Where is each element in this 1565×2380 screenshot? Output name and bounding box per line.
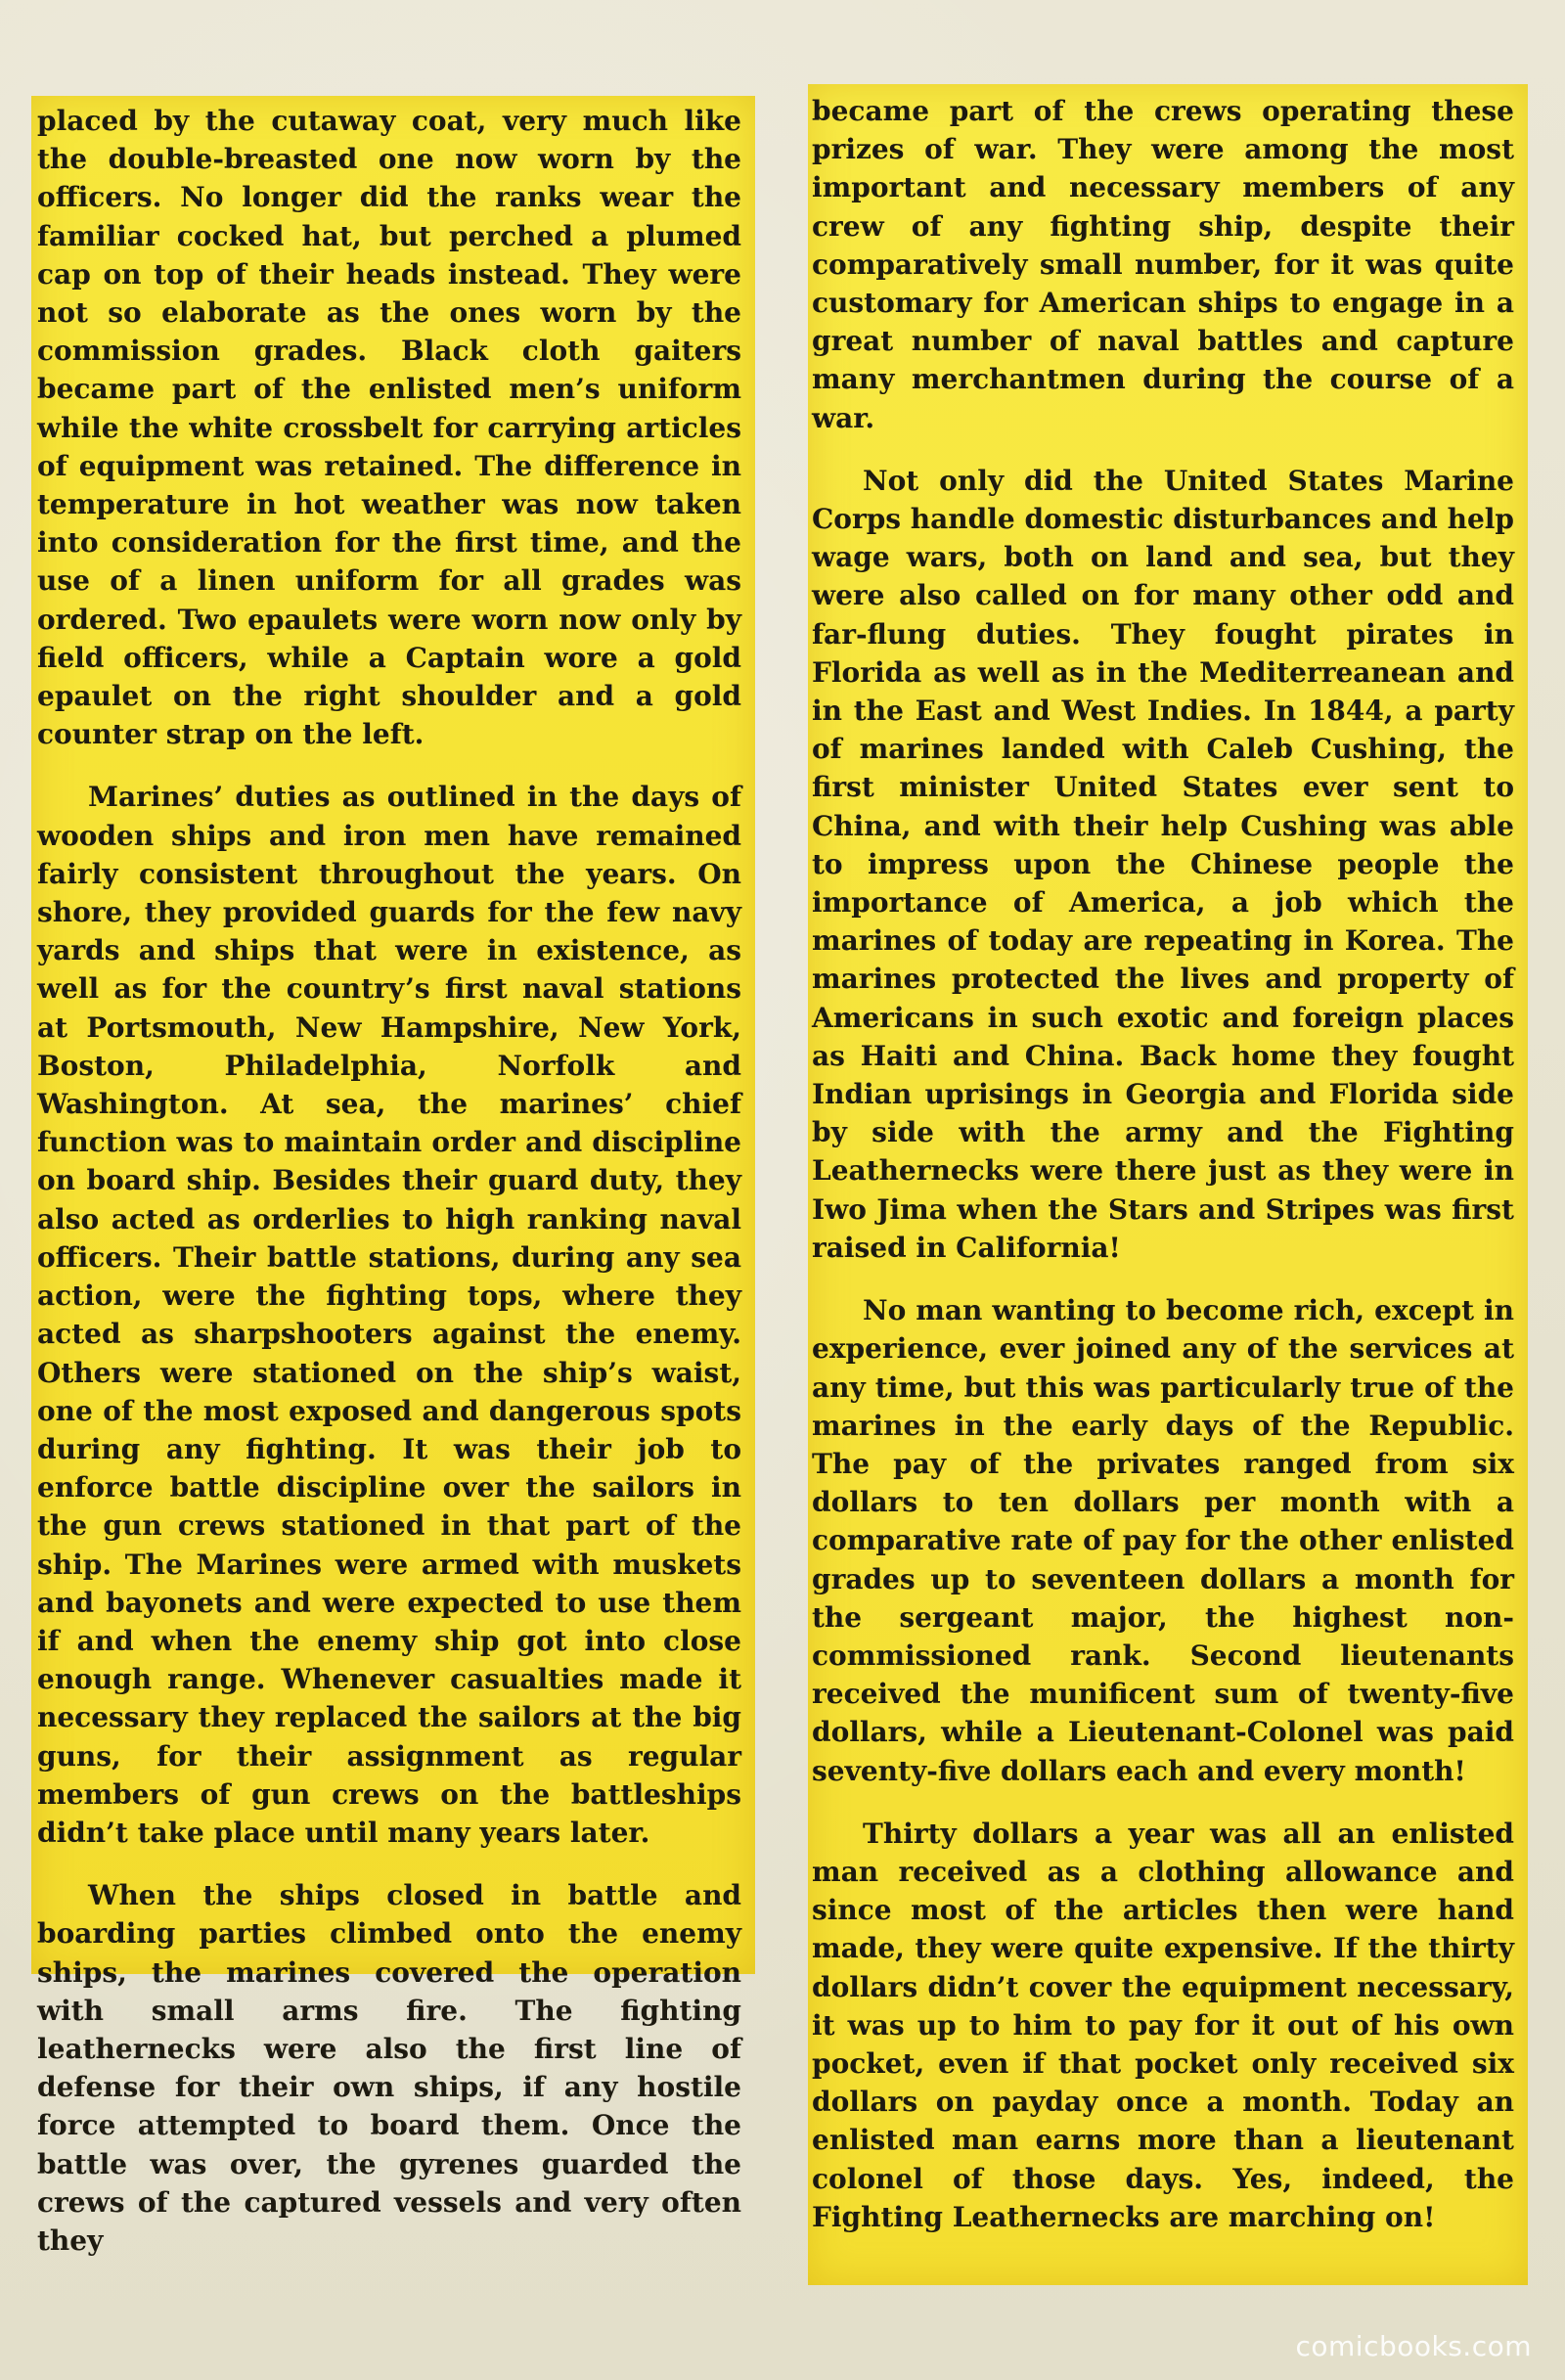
paragraph: Not only did the United States Marine Corps handle domestic disturbances and help wage wars, both on land and sea, but they were also called on for many other odd and far-flung duties. They fought pirates in Florida as well as in the Mediterreanean and in the East and West Indies. In 1844, a party of marines landed with Caleb Cushing, the first minister United States ever sent to China, and with their help Cushing was able to impress upon the Chinese people the importance of America, a job which the marines of today are repeating in Korea. The marines protected the lives and property of Americans in such exotic and foreign places as Haiti and China. Back home they fought Indian uprisings in Georgia and Florida side by side with the army and the Fighting Leathernecks were there just as they were in Iwo Jima when the Stars and Stripes was first raised in California! (812, 464, 1514, 1264)
paragraph: When the ships closed in battle and boarding parties climbed onto the enemy ships, the marines covered the operation with small arms fire. The fighting leathernecks were also the first line of defense for their own ships, if any hostile force attempted to board them. Once the battle was over, the gyrenes guarded the crews of the captured vessels and very often they (37, 1879, 741, 2257)
paragraph: No man wanting to become rich, except in experience, ever joined any of the services at any time, but this was particularly true of the marines in the early days of the Republic. The pay of the privates ranged from six dollars to ten dollars per month with a comparative rate of pay for the other enlisted grades up to seventeen dollars a month for the sergeant major, the highest non-commissioned rank. Second lieutenants received the munificent sum of twenty-five dollars, while a Lieutenant-Colonel was paid seventy-five dollars each and every month! (812, 1294, 1514, 1787)
paragraph: became part of the crews operating these prizes of war. They were among the most important and necessary members of any crew of any fighting ship, despite their comparatively small number, for it was quite customary for American ships to engage in a great number of naval battles and capture many merchantmen during the course of a war. (812, 95, 1514, 434)
paragraph: Marines’ duties as outlined in the days of wooden ships and iron men have remained fairly consistent throughout the years. On shore, they provided guards for the few navy yards and ships that were in existence, as well as for the country’s first naval stations at Portsmouth, New Hampshire, New York, Boston, Philadelphia, Norfolk and Washington. At sea, the marines’ chief function was to maintain order and discipline on board ship. Besides their guard duty, they also acted as orderlies to high ranking naval officers. Their battle stations, during any sea action, were the fighting tops, where they acted as sharpshooters against the enemy. Others were stationed on the ship’s waist, one of the most exposed and dangerous spots during any fighting. It was their job to enforce battle discipline over the sailors in the gun crews stationed in that part of the ship. The Marines were armed with muskets and bayonets and were expected to use them if and when the enemy ship got into close enough range. Whenever casualties made it necessary they replaced the sailors at the big guns, for their assignment as regular members of gun crews on the battleships didn’t take place until many years later. (37, 781, 741, 1849)
paragraph: Thirty dollars a year was all an enlisted man received as a clothing allowance and since most of the articles then were hand made, they were quite expensive. If the thirty dollars didn’t cover the equipment necessary, it was up to him to pay for it out of his own pocket, even if that pocket only received six dollars on payday once a month. Today an enlisted man earns more than a lieutenant colonel of those days. Yes, indeed, the Fighting Leathernecks are marching on! (812, 1817, 1514, 2233)
left-column-text (37, 102, 741, 2260)
right-column-text (812, 92, 1514, 2236)
paragraph: placed by the cutaway coat, very much like the double-breasted one now worn by the officers. No longer did the ranks wear the familiar cocked hat, but perched a plumed cap on top of their heads instead. They were not so elaborate as the ones worn by the commission grades. Black cloth gaiters became part of the enlisted men’s uniform while the white crossbelt for carrying articles of equipment was retained. The difference in temperature in hot weather was now taken into consideration for the first time, and the use of a linen uniform for all grades was ordered. Two epaulets were worn now only by field officers, while a Captain wore a gold epaulet on the right shoulder and a gold counter strap on the left. (37, 105, 741, 751)
watermark-text: comicbooks.com (1295, 2330, 1532, 2362)
